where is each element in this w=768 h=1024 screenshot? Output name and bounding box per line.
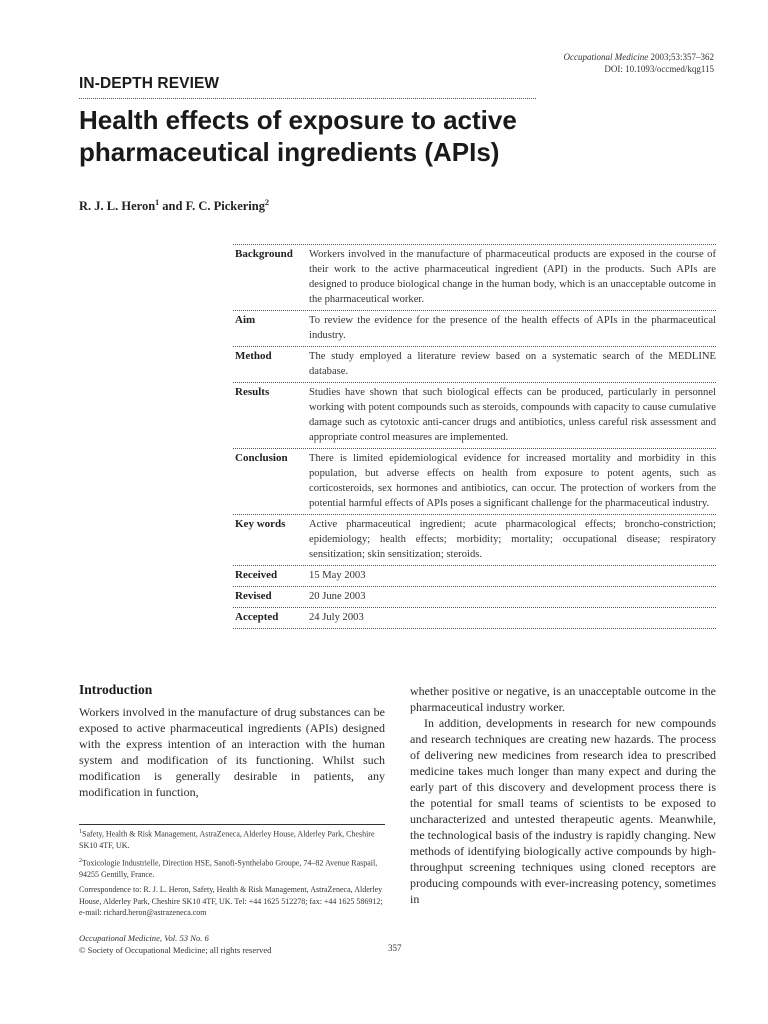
abstract-label: Results xyxy=(235,386,270,398)
abstract-row-method xyxy=(233,347,716,383)
abstract-text: To review the evidence for the presence of the health effects of APIs in the pharmaceutical industry. xyxy=(309,315,716,341)
abstract-row-keywords xyxy=(233,515,716,566)
body-paragraph: In addition, developments in research for new compounds and research techniques are creating new hazards. The process of delivering new medicines from research idea to prescribed medicine takes much longer than many expect and during the early part of this discovery and development process there is the potential for small teams of scientists to be exposed to uncharacterized and untested therapeutic agents. Meanwhile, the technological basis of the industry is rapidly changing. New methods of identifying biologically active compounds by high-throughput screening techniques using cloned receptors are producing compounds with ever-increasing potency, sometimes in xyxy=(410,716,716,906)
journal-info xyxy=(564,51,715,75)
abstract-text: 20 June 2003 xyxy=(309,591,366,602)
authors xyxy=(79,198,269,214)
abstract-text: Active pharmaceutical ingredient; acute pharmacological effects; broncho-constriction; epidemiology; health effects; morbidity; mortality; occupational disease; respiratory sensitization; skin sensitization; steroids. xyxy=(309,519,716,560)
footnote-marker: 2 xyxy=(79,857,82,864)
introduction-paragraph: Workers involved in the manufacture of drug substances can be exposed to active pharmaceutical ingredients (APIs) designed with the express intention of an interaction with the human system and modification of its functioning. Whilst such modification is generally desirable in patients, any modification in function, xyxy=(79,705,385,799)
abstract-text: 24 July 2003 xyxy=(309,612,364,623)
abstract-row-conclusion xyxy=(233,449,716,515)
article-title xyxy=(79,104,579,168)
abstract-text: Studies have shown that such biological effects can be produced, particularly in personnel working with potent compounds such as steroids, compounds with capacity to cause cumulative damage such as cytotoxic anti-cancer drugs and antibiotics, unless careful risk assessment and appropriate control measures are implemented. xyxy=(309,387,716,443)
abstract-label: Accepted xyxy=(235,611,279,623)
journal-name: Occupational Medicine xyxy=(563,52,649,62)
section-divider xyxy=(79,98,536,99)
abstract-row-received xyxy=(233,566,716,587)
footnote-text: Safety, Health & Risk Management, AstraZeneca, Alderley House, Alderley Park, Cheshire SK10 4TF, UK. xyxy=(79,829,375,851)
author-1-affiliation: 1 xyxy=(155,198,160,207)
abstract-label: Method xyxy=(235,350,272,362)
page-number: 357 xyxy=(388,943,402,953)
abstract-text: Workers involved in the manufacture of pharmaceutical products are exposed in the course of their work to the active pharmaceutical ingredient (API) in the products. Such APIs are designed to produce biological change in the human body, which is an unacceptable outcome in the pharmaceutical worker. xyxy=(309,249,716,305)
abstract-text: The study employed a literature review based on a systematic search of the MEDLINE database. xyxy=(309,351,716,377)
copyright: © Society of Occupational Medicine; all rights reserved xyxy=(79,945,272,955)
doi: DOI: 10.1093/occmed/kqg115 xyxy=(604,64,714,74)
right-column xyxy=(410,683,716,907)
abstract-text: There is limited epidemiological evidence for increased mortality and morbidity in this population, but adverse effects on health from exposure to potent agents, such as corticosteroids, sex hormones and antibiotics, can occur. The protection of workers from the potential harmful effects of APIs poses a significant challenge for the pharmaceutical industry. xyxy=(309,453,716,509)
title-line-2: pharmaceutical ingredients (APIs) xyxy=(79,137,500,167)
body-paragraph-continued: whether positive or negative, is an unacceptable outcome in the pharmaceutical industry worker. xyxy=(410,684,716,714)
footnote-affiliation-1 xyxy=(79,827,385,852)
footnotes xyxy=(79,824,385,923)
abstract-label: Key words xyxy=(235,518,286,530)
footnote-affiliation-2 xyxy=(79,856,385,881)
abstract-row-results xyxy=(233,383,716,449)
abstract-label: Conclusion xyxy=(235,452,288,464)
author-1: R. J. L. Heron xyxy=(79,199,156,214)
abstract-box xyxy=(233,244,716,629)
abstract-text: 15 May 2003 xyxy=(309,570,366,581)
abstract-label: Background xyxy=(235,248,293,260)
introduction-heading: Introduction xyxy=(79,682,153,697)
footnote-text: Toxicologie Industrielle, Direction HSE, Sanofi-Synthelabo Groupe, 74–82 Avenue Raspail, 94255 Gentilly, France. xyxy=(79,858,378,879)
footnote-correspondence: Correspondence to: R. J. L. Heron, Safety, Health & Risk Management, AstraZeneca, Alderley House, Alderley Park, Cheshire SK10 4TF, UK. Tel: +44 1625 512278; fax: +44 1625 586912; e-mail: richard.heron@astrazeneca.com xyxy=(79,885,383,918)
page-footer xyxy=(79,932,271,956)
abstract-label: Revised xyxy=(235,590,272,602)
title-line-1: Health effects of exposure to active xyxy=(79,105,517,135)
abstract-label: Received xyxy=(235,569,278,581)
section-label: IN-DEPTH REVIEW xyxy=(79,75,220,92)
journal-issue: Occupational Medicine, Vol. 53 No. 6 xyxy=(79,933,209,943)
author-2-affiliation: 2 xyxy=(264,198,269,207)
journal-citation: 2003;53:357–362 xyxy=(650,52,714,62)
footnote-marker: 1 xyxy=(79,829,82,835)
author-2: and F. C. Pickering xyxy=(159,199,265,214)
abstract-row-aim xyxy=(233,311,716,347)
abstract-label: Aim xyxy=(235,314,256,326)
abstract-row-accepted xyxy=(233,608,716,629)
left-column xyxy=(79,682,385,800)
abstract-row-revised xyxy=(233,587,716,608)
abstract-row-background xyxy=(233,245,716,311)
